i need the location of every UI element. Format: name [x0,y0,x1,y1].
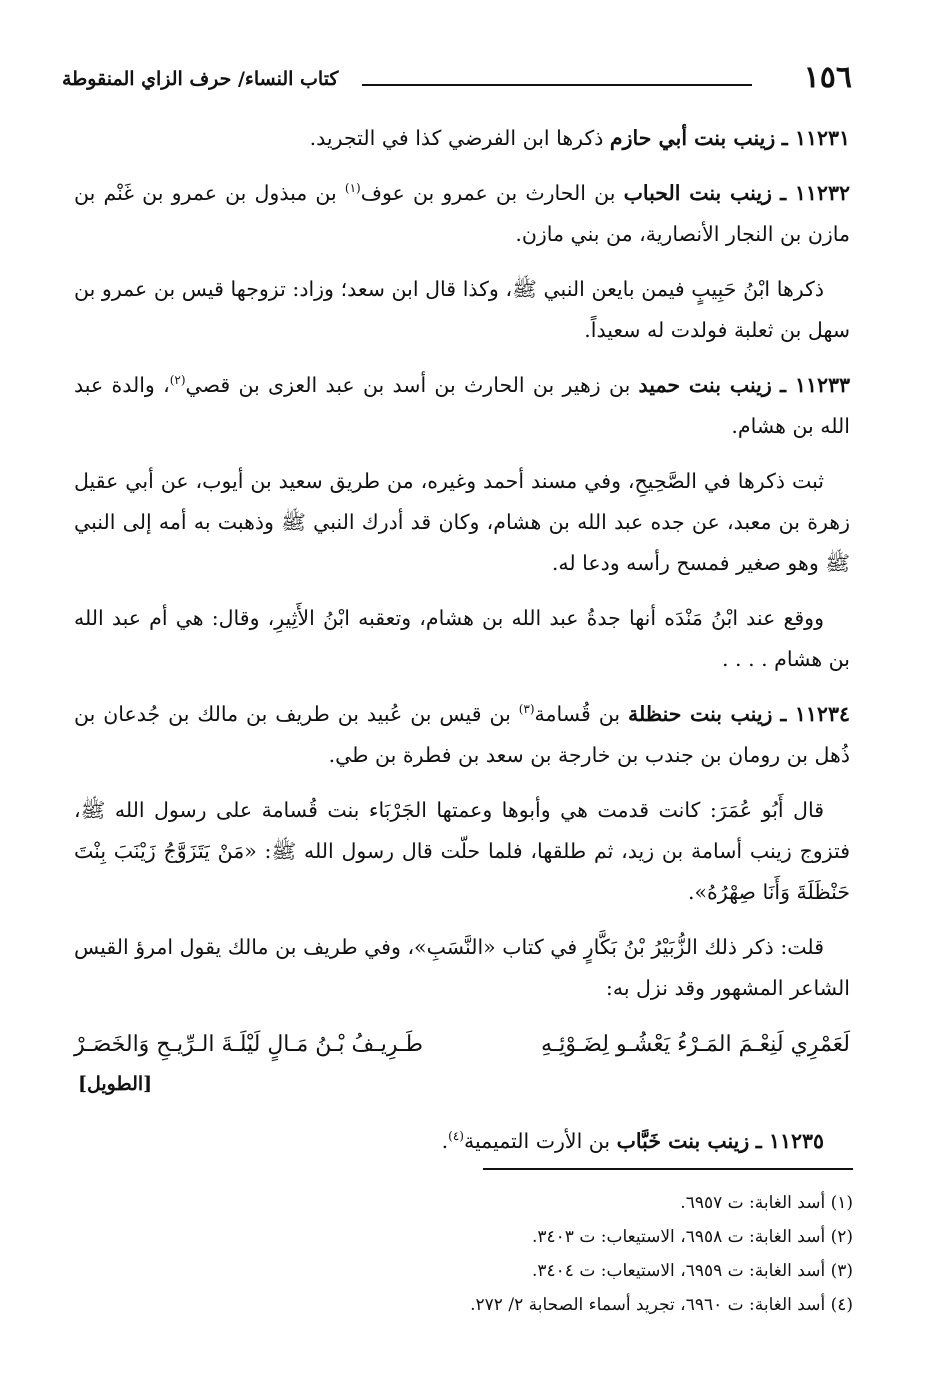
entry-11235 [74,1121,850,1162]
entry-text-continued: . [441,1129,449,1153]
page-header [62,58,852,98]
entry-11234 [74,694,850,776]
poetry-verse [74,1023,850,1107]
entry-text: بن زهير بن الحارث بن أسد بن عبد العزى بن قصي [185,373,639,397]
entry-text: بن الأرت التميمية [463,1129,617,1153]
entry-text: بن الحارث بن عمرو بن عوف [360,181,624,205]
entry-name: زينب بنت خَبَّاب [616,1129,750,1153]
footnote-3: (٣) أسد الغابة: ت ٦٩٥٩، الاستيعاب: ت ٣٤٠٤. [532,1261,853,1281]
entry-number: ١١٢٣١ ـ [781,126,850,150]
entry-11231 [74,118,850,159]
verse-second-hemistich: طَـرِيـفُ بْـنُ مَـالٍ لَيْلَـةَ الـرِّيـحِ وَالخَصَـرْ [74,1032,423,1057]
entry-text-continued: ، والدة عبد الله بن هشام. [74,373,850,438]
entry-name: زينب بنت حميد [638,373,772,397]
footnote-4: (٤) أسد الغابة: ت ٦٩٦٠، تجريد أسماء الصحابة ٢/ ٢٧٢. [470,1295,853,1315]
entry-text-continued: بن مبذول بن عمرو بن غَنْم بن مازن بن النجار الأنصارية، من بني مازن. [74,181,850,246]
paragraph: ووقع عند ابْنُ مَنْدَه أنها جدةُ عبد الله بن هشام، وتعقبه ابْنُ الأَثِيرِ، وقال: هي أم عبد الله بن هشام . . . . [74,606,850,671]
entry-11233 [74,365,850,447]
entry-number: ١١٢٣٥ ـ [755,1129,824,1153]
paragraph: ذكرها ابْنُ حَبِيبٍ فيمن بايعن النبي ﷺ، وكذا قال ابن سعد؛ وزاد: تزوجها قيس بن عمرو بن سهل بن ثعلبة فولدت له سعيداً. [74,277,850,342]
footnote-ref[interactable]: (١) [344,181,361,196]
paragraph: ثبت ذكرها في الصَّحِيحِ، وفي مسند أحمد وغيره، من طريق سعيد بن أيوب، عن أبي عقيل زهرة بن معبد، عن جده عبد الله بن هشام، وكان قد أدرك النبي ﷺ وذهبت به أمه إلى النبي ﷺ وهو صغير فمسح رأسه ودعا له. [74,469,850,575]
page-number: ١٥٦ [803,60,852,95]
entry-number: ١١٢٣٢ ـ [780,181,850,205]
paragraph: قلت: ذكر ذلك الزُّبَيْرُ بْنُ بَكَّارٍ في كتاب «النَّسَبِ»، وفي طريف بن مالك يقول امرؤ القيس الشاعر المشهور وقد نزل به: [74,935,850,1000]
verse-meter: [الطويل] [78,1073,153,1095]
verse-first-hemistich: لَعَمْرِي لَنِعْـمَ المَـرْءُ يَعْشُـو لِضَـوْئِـهِ [541,1032,850,1057]
running-title: كتاب النساء/ حرف الزاي المنقوطة [62,68,339,90]
entry-name: زينب بنت حنظلة [627,702,773,726]
paragraph: قال أَبُو عُمَرَ: كانت قدمت هي وأبوها وعمتها الجَرْبَاء بنت قُسامة على رسول الله ﷺ، فتزوج زينب أسامة بن زيد، ثم طلقها، فلما حلّت قال رسول الله ﷺ: «مَنْ يَتَزَوَّجُ زَيْنَبَ بِنْتَ حَنْظَلَةَ وَأَنَا صِهْرُهُ». [74,798,850,904]
footnote-ref[interactable]: (٤) [448,1129,464,1144]
footnote-2: (٢) أسد الغابة: ت ٦٩٥٨، الاستيعاب: ت ٣٤٠٣. [532,1227,853,1247]
header-rule [362,84,752,86]
entry-number: ١١٢٣٤ ـ [780,702,850,726]
entry-text: ذكرها ابن الفرضي كذا في التجريد. [309,126,610,150]
footnote-ref[interactable]: (٣) [518,702,535,717]
footnote-rule [483,1168,853,1170]
footnotes [153,1186,853,1322]
entry-name: زينب بنت الحباب [623,181,772,205]
entry-text: بن قُسامة [534,702,628,726]
entry-11232 [74,173,850,255]
entry-number: ١١٢٣٣ ـ [780,373,850,397]
footnote-ref[interactable]: (٢) [169,373,186,388]
entry-text-continued: بن قيس بن عُبيد بن طريف بن مالك بن جُدعان بن ذُهل بن رومان بن جندب بن خارجة بن سعد بن فطرة بن طي. [74,702,850,767]
entry-name: زينب بنت أبي حازم [609,126,776,150]
footnote-1: (١) أسد الغابة: ت ٦٩٥٧. [680,1193,853,1213]
main-text [74,118,850,1176]
